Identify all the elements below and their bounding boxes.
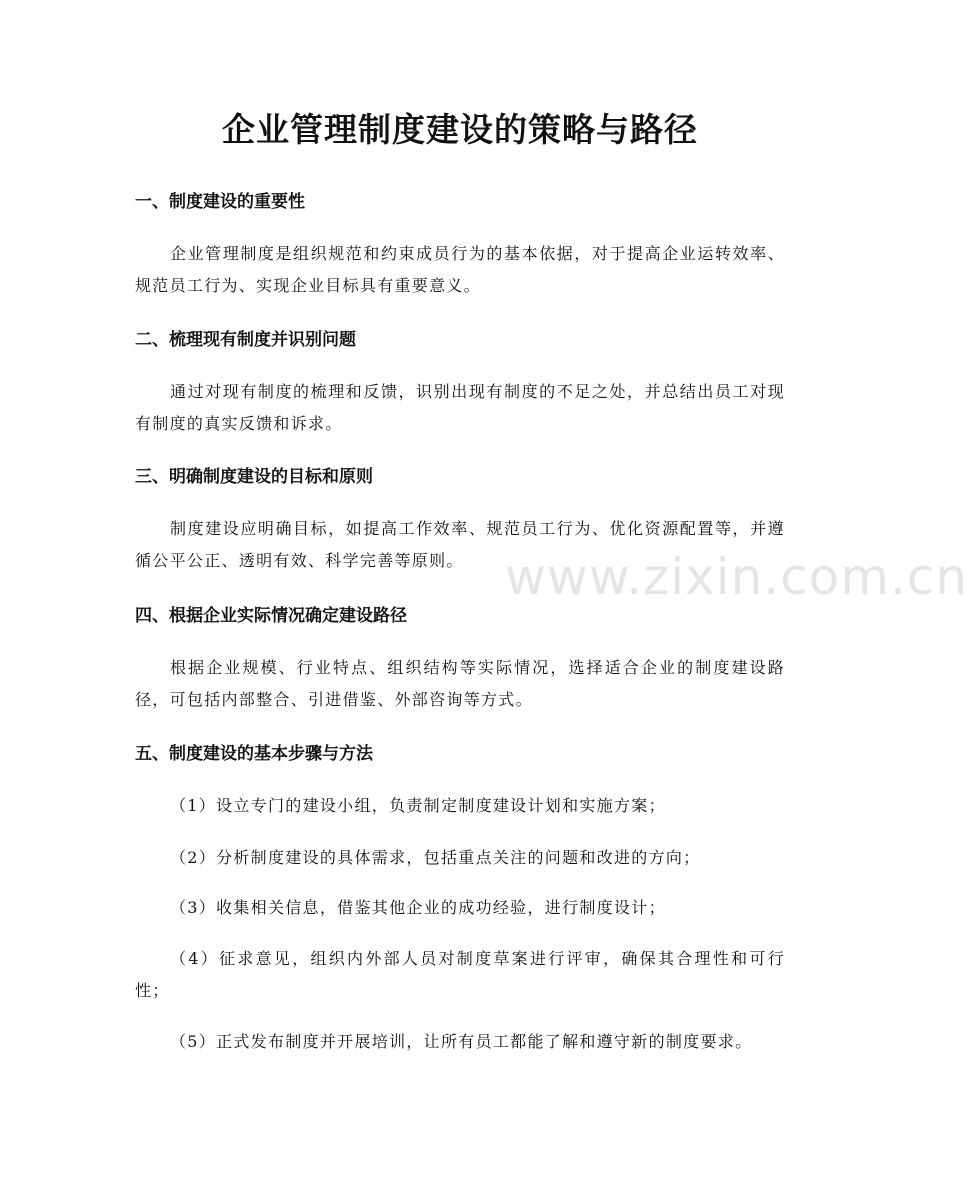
section-paragraph-4: 根据企业规模、行业特点、组织结构等实际情况，选择适合企业的制度建设路径，可包括内部整合、引进借鉴、外部咨询等方式。 — [135, 658, 785, 709]
section-heading-4: 四、根据企业实际情况确定建设路径 — [135, 606, 407, 626]
section-paragraph-2: 通过对现有制度的梳理和反馈，识别出现有制度的不足之处，并总结出员工对现有制度的真实反馈和诉求。 — [135, 382, 785, 433]
document-title: 企业管理制度建设的策略与路径 — [222, 110, 698, 149]
step-item-3: （3）收集相关信息，借鉴其他企业的成功经验，进行制度设计； — [170, 898, 666, 917]
section-paragraph-1: 企业管理制度是组织规范和约束成员行为的基本依据，对于提高企业运转效率、规范员工行为、实现企业目标具有重要意义。 — [135, 244, 785, 295]
section-heading-5: 五、制度建设的基本步骤与方法 — [135, 744, 373, 764]
watermark-text: www.zixin.com.cn — [505, 548, 968, 606]
section-paragraph-3: 制度建设应明确目标，如提高工作效率、规范员工行为、优化资源配置等，并遵循公平公正、透明有效、科学完善等原则。 — [135, 519, 785, 570]
step-item-5: （5）正式发布制度并开展培训，让所有员工都能了解和遵守新的制度要求。 — [170, 1032, 753, 1051]
step-item-1: （1）设立专门的建设小组，负责制定制度建设计划和实施方案； — [170, 796, 666, 815]
step-item-4: （4）征求意见，组织内外部人员对制度草案进行评审，确保其合理性和可行性； — [135, 949, 785, 1000]
step-item-2: （2）分析制度建设的具体需求，包括重点关注的问题和改进的方向； — [170, 848, 701, 867]
section-heading-3: 三、明确制度建设的目标和原则 — [135, 467, 373, 487]
section-heading-2: 二、梳理现有制度并识别问题 — [135, 330, 356, 350]
section-heading-1: 一、制度建设的重要性 — [135, 192, 305, 212]
